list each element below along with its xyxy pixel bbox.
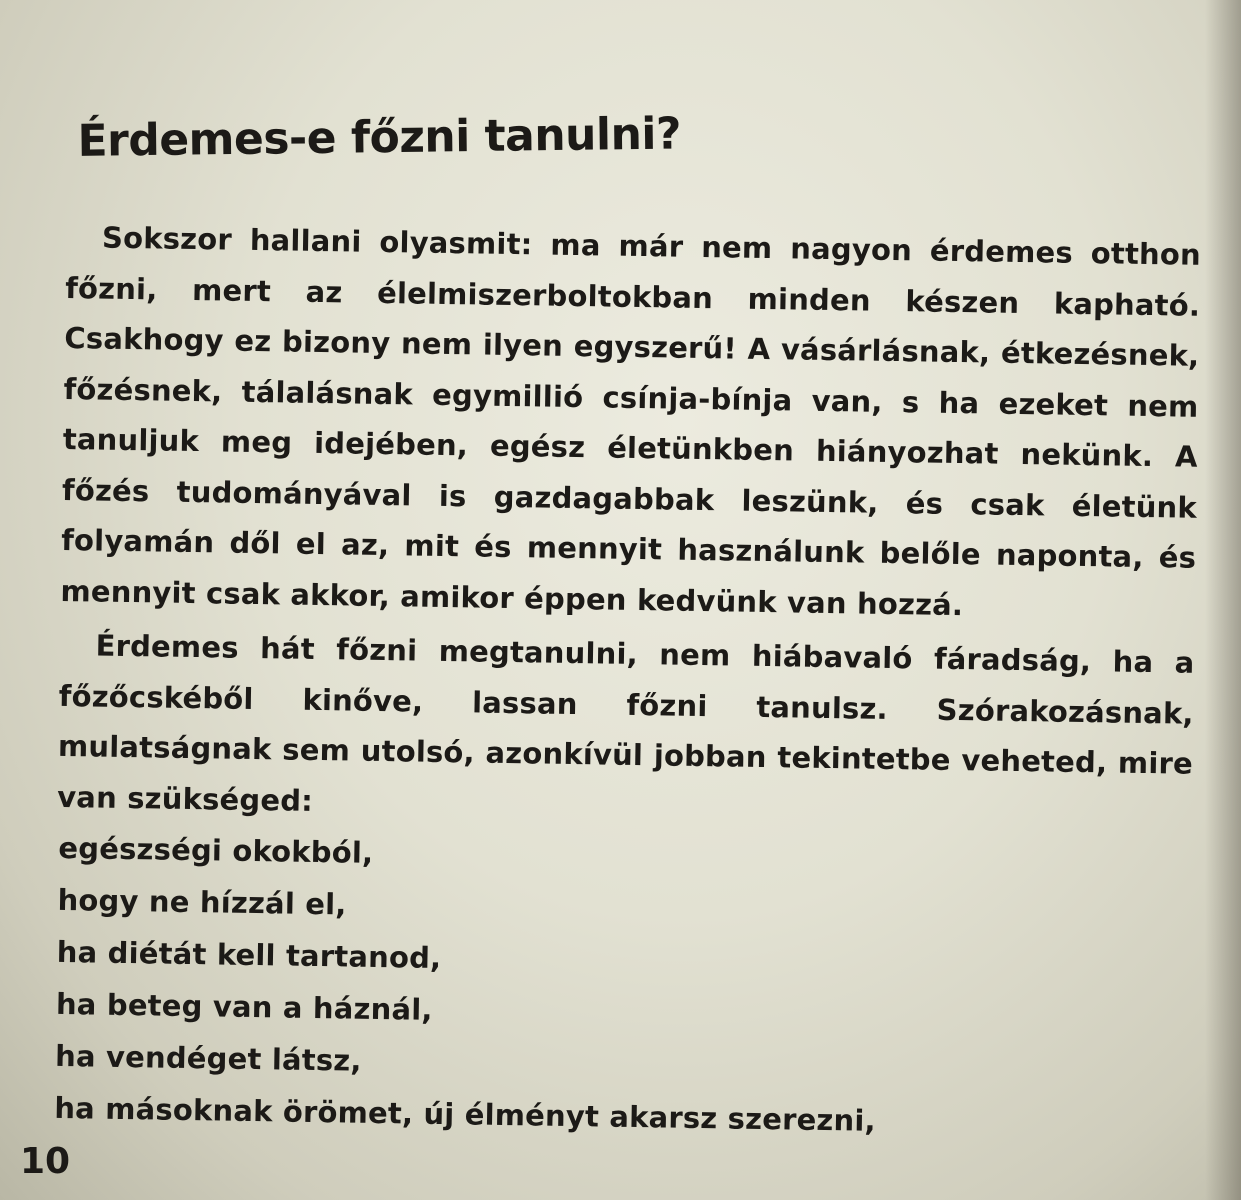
reason-item: ha másoknak örömet, új élményt akarsz szerezni, — [54, 1090, 877, 1138]
page-content — [52, 108, 1203, 1152]
reasons-list — [52, 822, 1192, 1152]
page-number: 10 — [20, 1141, 71, 1182]
reason-item: ha beteg van a háznál, — [55, 986, 433, 1027]
paragraph-worth-it: Érdemes hát főzni megtanulni, nem hiábavaló fáradság, ha a főzőcskéből kinőve, lassan főzni tanulsz. Szórakozásnak, mulatságnak sem utolsó, azonkívül jobban tekintetbe veheted, mire van szükséged: — [56, 628, 1195, 818]
paragraph-intro: Sokszor hallani olyasmit: ma már nem nagyon érdemes otthon főzni, mert az élelmiszerboltokban minden készen kapható. Csakhogy ez bizony nem ilyen egyszerű! A vásárlásnak, étkezésnek, főzésnek, tálalásnak egymillió csínja-bínja van, s ha ezeket nem tanuljuk meg idejében, egész életünkben hiányozhat nekünk. A főzés tudományával is gazdagabbak leszünk, és csak életünk folyamán dől el az, mit és mennyit használunk belőle naponta, és mennyit csak akkor, amikor éppen kedvünk van hozzá. — [60, 220, 1202, 622]
chapter-title: Érdemes-e főzni tanulni? — [77, 108, 682, 167]
reason-item: ha diétát kell tartanod, — [56, 934, 442, 975]
reason-item: egészségi okokból, — [58, 830, 374, 870]
reason-item: ha vendéget látsz, — [54, 1038, 362, 1078]
reason-item: hogy ne hízzál el, — [57, 882, 347, 922]
